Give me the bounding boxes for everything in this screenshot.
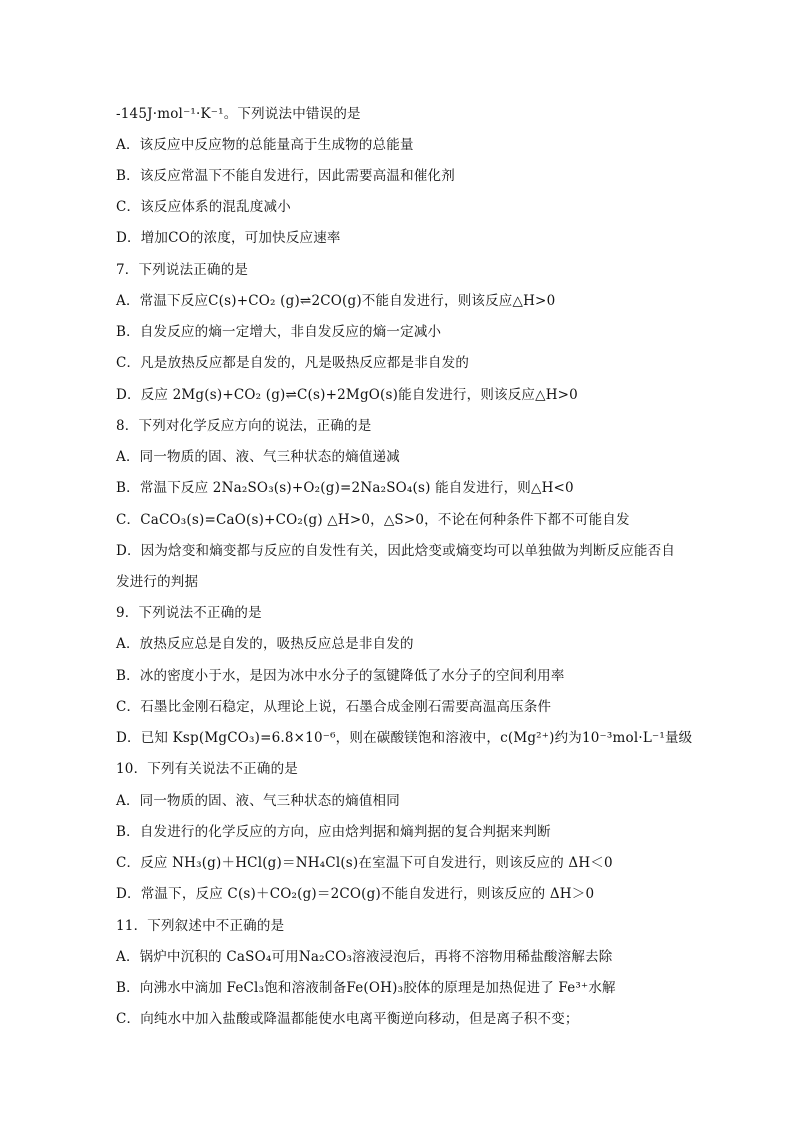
text-line: A．该反应中反应物的总能量高于生成物的总能量 — [116, 137, 414, 153]
text-line: 11．下列叙述中不正确的是 — [116, 918, 285, 934]
text-line: A．同一物质的固、液、气三种状态的熵值递减 — [116, 449, 400, 465]
text-line: B．向沸水中滴加 FeCl₃饱和溶液制备Fe(OH)₃胶体的原理是加热促进了 Fe³⁺水解 — [116, 980, 616, 996]
text-line: C．凡是放热反应都是自发的，凡是吸热反应都是非自发的 — [116, 355, 470, 371]
text-line: A．放热反应总是自发的，吸热反应总是非自发的 — [116, 636, 414, 652]
text-line: C．CaCO₃(s)=CaO(s)+CO₂(g) △H>0，△S>0，不论在何种条件下都不可能自发 — [116, 512, 630, 528]
text-line: D．反应 2Mg(s)+CO₂ (g)⇌C(s)+2MgO(s)能自发进行，则该反应△H>0 — [116, 387, 578, 403]
text-line: 发进行的判据 — [116, 574, 199, 590]
text-line: B．该反应常温下不能自发进行，因此需要高温和催化剂 — [116, 168, 455, 184]
text-line: A．同一物质的固、液、气三种状态的熵值相同 — [116, 793, 400, 809]
text-line: A．常温下反应C(s)+CO₂ (g)⇌2CO(g)不能自发进行，则该反应△H>0 — [116, 293, 556, 309]
text-line: B．自发进行的化学反应的方向，应由焓判据和熵判据的复合判据来判断 — [116, 824, 551, 840]
text-line: D．增加CO的浓度，可加快反应速率 — [116, 230, 341, 246]
text-line: B．常温下反应 2Na₂SO₃(s)+O₂(g)=2Na₂SO₄(s) 能自发进行，则△H<0 — [116, 480, 574, 496]
text-line: D．因为焓变和熵变都与反应的自发性有关，因此焓变或熵变均可以单独做为判断反应能否自 — [116, 543, 676, 559]
text-line: B．自发反应的熵一定增大，非自发反应的熵一定减小 — [116, 324, 442, 340]
text-line: -145J·mol⁻¹·K⁻¹。下列说法中错误的是 — [116, 106, 361, 122]
text-line: A．锅炉中沉积的 CaSO₄可用Na₂CO₃溶液浸泡后，再将不溶物用稀盐酸溶解去除 — [116, 949, 613, 965]
text-line: C．石墨比金刚石稳定，从理论上说，石墨合成金刚石需要高温高压条件 — [116, 699, 552, 715]
text-line: 10．下列有关说法不正确的是 — [116, 761, 298, 777]
text-line: C．该反应体系的混乱度减小 — [116, 199, 291, 215]
text-line: C．向纯水中加入盐酸或降温都能使水电离平衡逆向移动，但是离子积不变； — [116, 1011, 579, 1027]
text-line: 7．下列说法正确的是 — [116, 262, 249, 278]
text-line: C．反应 NH₃(g)＋HCl(g)＝NH₄Cl(s)在室温下可自发进行，则该反应的 ΔH＜0 — [116, 855, 613, 871]
text-line: 8．下列对化学反应方向的说法，正确的是 — [116, 418, 372, 434]
text-line: B．冰的密度小于水，是因为冰中水分子的氢键降低了水分子的空间利用率 — [116, 668, 565, 684]
text-line: D．常温下，反应 C(s)＋CO₂(g)＝2CO(g)不能自发进行，则该反应的 ΔH＞0 — [116, 886, 595, 902]
text-line: D．已知 Ksp(MgCO₃)=6.8×10⁻⁶，则在碳酸镁饱和溶液中，c(Mg²⁺)约为10⁻³mol·L⁻¹量级 — [116, 730, 693, 746]
text-line: 9．下列说法不正确的是 — [116, 605, 262, 621]
